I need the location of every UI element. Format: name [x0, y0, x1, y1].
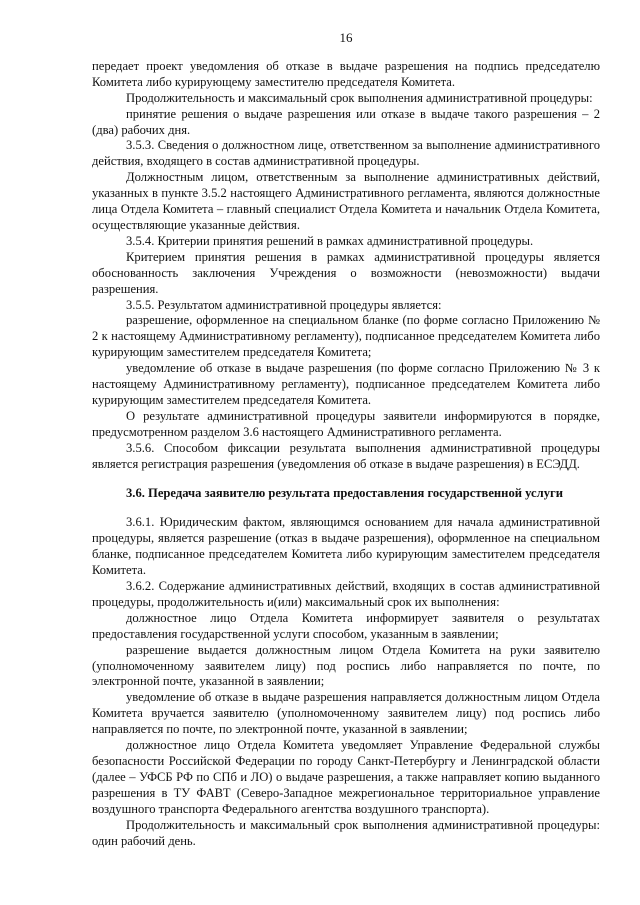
paragraph: разрешение выдается должностным лицом Отдела Комитета на руки заявителю (уполномоченному заявителем лицу) под роспись либо направляется по почте, по электронной почте, указанной в заявлении;	[92, 642, 600, 689]
section-3-5-continued	[92, 59, 600, 473]
paragraph: Продолжительность и максимальный срок выполнения административной процедуры: один рабочий день.	[92, 817, 600, 848]
page-number: 16	[339, 30, 353, 45]
paragraph: передает проект уведомления об отказе в выдаче разрешения на подпись председателю Комитета либо курирующему заместителю председателя Комитета.	[92, 58, 600, 89]
paragraph: уведомление об отказе в выдаче разрешения (по форме согласно Приложению № 3 к настоящему Административному регламенту), подписанное председателем Комитета либо курирующим заместителем председателя Комитета.	[92, 361, 600, 407]
section-3-6	[92, 515, 600, 849]
paragraph: Должностным лицом, ответственным за выполнение административных действий, указанных в пункте 3.5.2 настоящего Административного регламента, являются должностные лица Отдела Комитета – главный специалист Отдела Комитета и начальник Отдела Комитета, осуществляющие указанные действия.	[92, 170, 600, 232]
document-page	[92, 30, 600, 849]
paragraph: Критерием принятия решения в рамках административной процедуры является обоснованность заключения Учреждения о возможности (невозможности) выдачи разрешения.	[92, 249, 600, 296]
paragraph: должностное лицо Отдела Комитета информирует заявителя о результатах предоставления государственной услуги способом, указанным в заявлении;	[92, 610, 600, 641]
paragraph: разрешение, оформленное на специальном бланке (по форме согласно Приложению № 2 к настоящему Административному регламенту), подписанное председателем Комитета либо курирующим заместителем председателя Комитета;	[92, 313, 600, 360]
paragraph: О результате административной процедуры заявители информируются в порядке, предусмотренном разделом 3.6 настоящего Административного регламента.	[92, 408, 600, 439]
paragraph: уведомление об отказе в выдаче разрешения направляется должностным лицом Отдела Комитета вручается заявителю (уполномоченному заявителем лицу) под роспись либо направляется по почте, по электронной почте, указанной в заявлении;	[92, 690, 600, 737]
section-heading: 3.6. Передача заявителю результата предоставления государственной услуги	[126, 486, 563, 501]
paragraph: 3.5.6. Способом фиксации результата выполнения административной процедуры является регистрация разрешения (уведомления об отказе в выдаче разрешения) в ЕСЭДД.	[92, 440, 600, 471]
paragraph: должностное лицо Отдела Комитета уведомляет Управление Федеральной службы безопасности Российской Федерации по городу Санкт-Петербургу и Ленинградской области (далее – УФСБ РФ по СПб и ЛО) о выдаче разрешения, а также направляет копию выданного разрешения в ТУ ФАВТ (Северо-Западное межрегиональное территориальное управление воздушного транспорта Федерального агентства воздушного транспорта).	[92, 738, 600, 816]
paragraph: 3.5.4. Критерии принятия решений в рамках административной процедуры.	[126, 233, 534, 248]
paragraph: принятие решения о выдаче разрешения или отказе в выдаче такого разрешения – 2 (два) рабочих дня.	[92, 106, 600, 137]
paragraph: Продолжительность и максимальный срок выполнения административной процедуры:	[126, 90, 593, 105]
paragraph: 3.5.3. Сведения о должностном лице, ответственном за выполнение административного действия, входящего в состав административной процедуры.	[92, 138, 600, 169]
paragraph: 3.6.1. Юридическим фактом, являющимся основанием для начала административной процедуры, является разрешение (отказ в выдаче разрешения), оформленное на специальном бланке, подписанное председателем Комитета либо курирующим заместителем председателя Комитета.	[92, 515, 600, 578]
paragraph: 3.6.2. Содержание административных действий, входящих в состав административной процедуры, продолжительность и(или) максимальный срок их выполнения:	[92, 579, 600, 609]
paragraph: 3.5.5. Результатом административной процедуры является:	[126, 297, 442, 312]
